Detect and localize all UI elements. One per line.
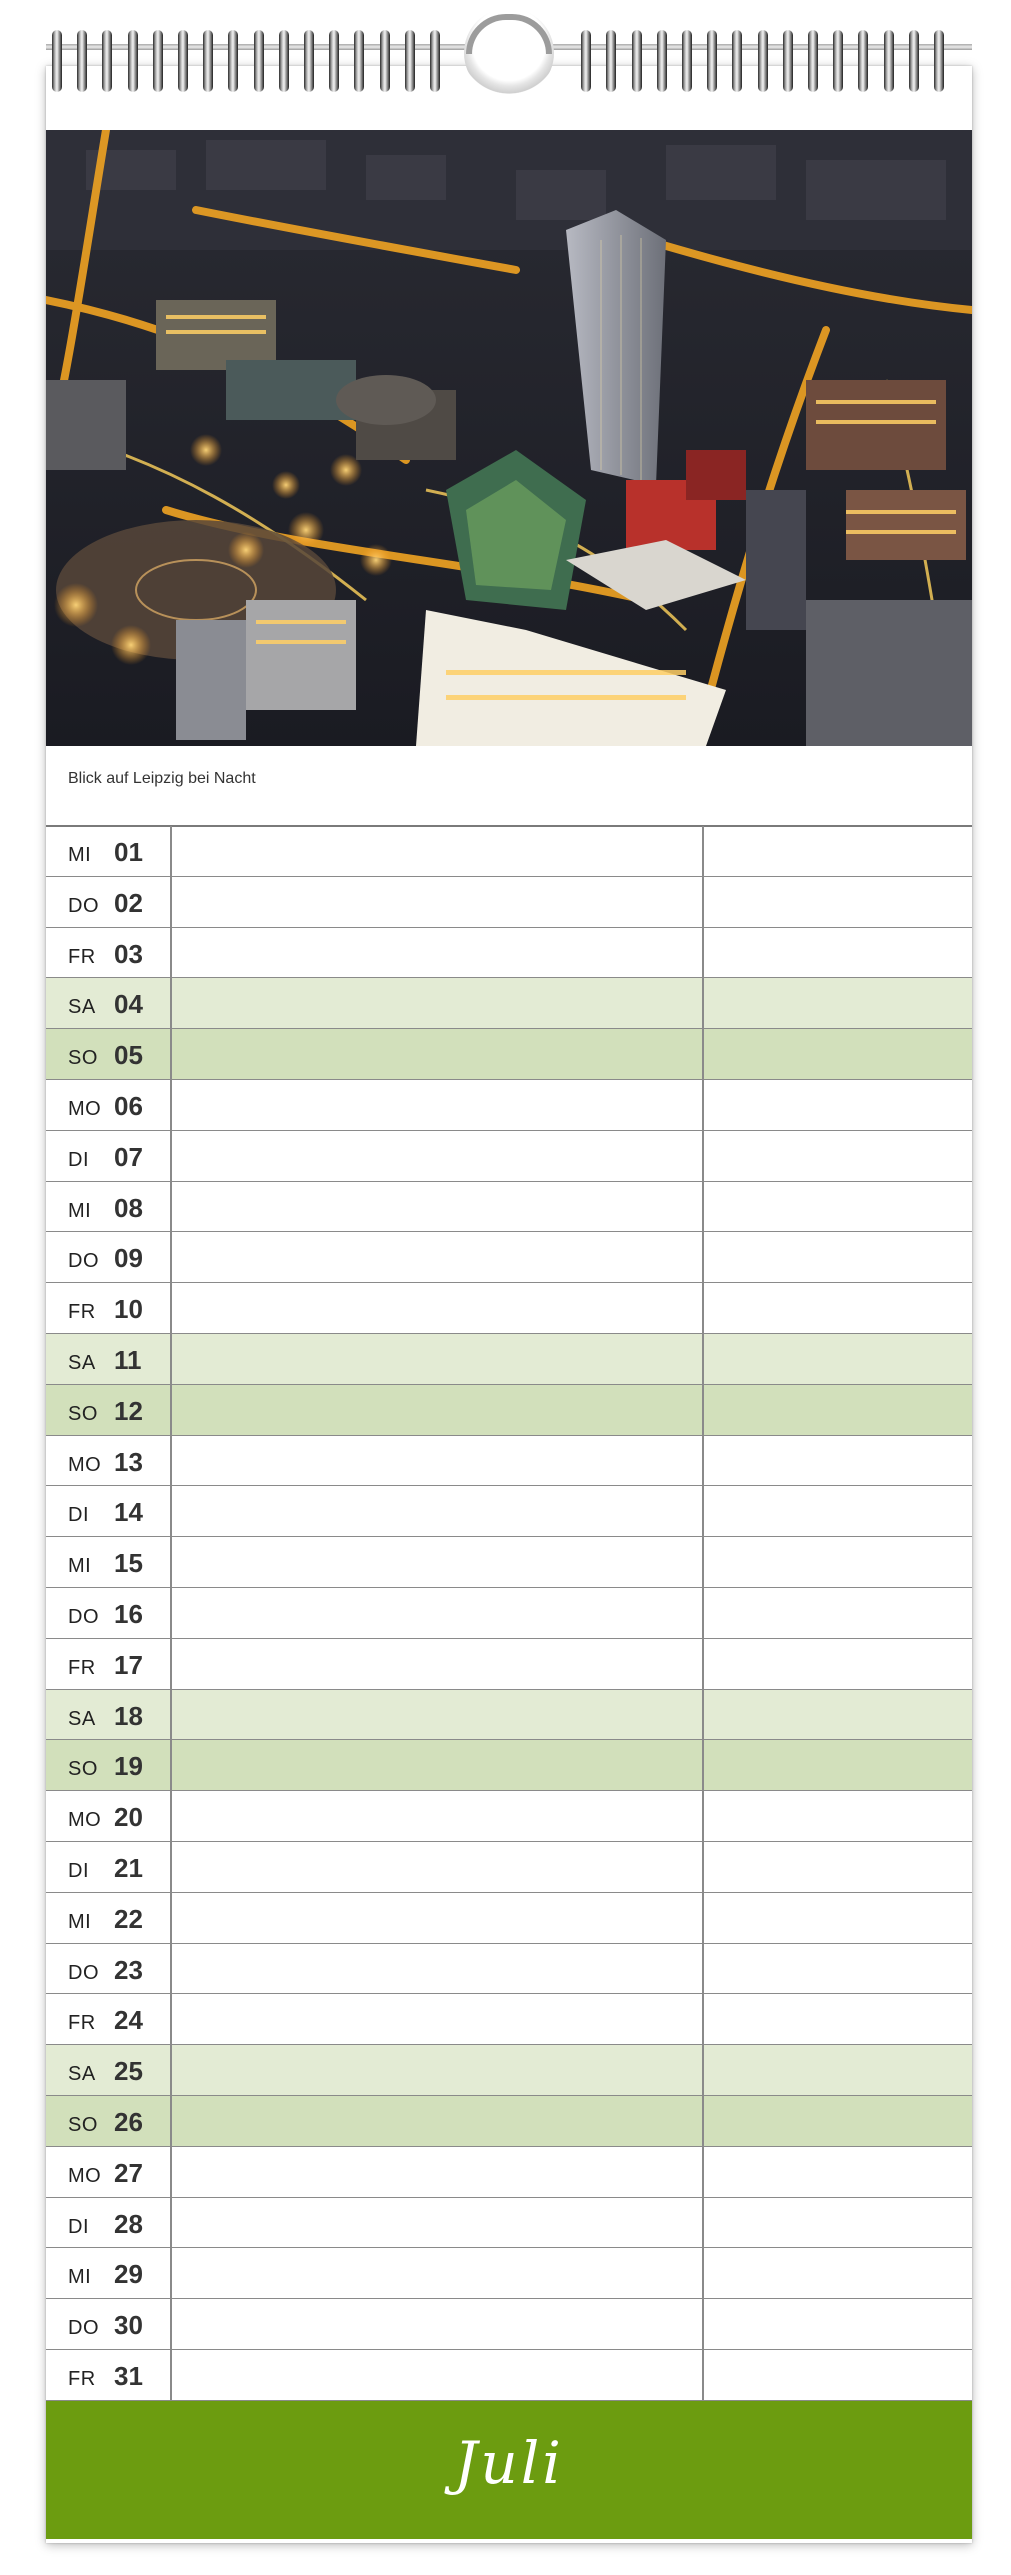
city-night-photo [46, 130, 972, 746]
column-divider [170, 1385, 172, 1435]
day-number: 15 [114, 1548, 143, 1579]
column-divider [170, 1740, 172, 1790]
binding-ring [632, 30, 642, 92]
column-divider [170, 1232, 172, 1282]
column-divider [702, 2350, 704, 2400]
column-divider [702, 1486, 704, 1536]
day-number: 29 [114, 2259, 143, 2290]
day-row [46, 1893, 972, 1944]
column-divider [702, 1334, 704, 1384]
day-number: 16 [114, 1598, 143, 1629]
binding-ring [153, 30, 163, 92]
binding-ring [128, 30, 138, 92]
column-divider [702, 1994, 704, 2044]
day-row [46, 1486, 972, 1537]
day-number: 19 [114, 1751, 143, 1782]
photo-caption: Blick auf Leipzig bei Nacht [68, 770, 256, 787]
weekday-label: DI [68, 2215, 89, 2238]
column-divider [702, 2198, 704, 2248]
day-number: 09 [114, 1243, 143, 1274]
column-divider [170, 1639, 172, 1689]
day-number: 20 [114, 1802, 143, 1833]
column-divider [170, 2147, 172, 2197]
binding-ring [102, 30, 112, 92]
day-number: 31 [114, 2360, 143, 2391]
column-divider [170, 1842, 172, 1892]
column-divider [702, 1639, 704, 1689]
binding-ring [934, 30, 944, 92]
binding-ring [808, 30, 818, 92]
day-number: 28 [114, 2208, 143, 2239]
day-number: 11 [114, 1344, 142, 1375]
spiral-binding [46, 0, 972, 110]
weekday-label: DO [68, 894, 99, 917]
day-number: 30 [114, 2310, 143, 2341]
column-divider [170, 978, 172, 1028]
day-row [46, 928, 972, 979]
weekday-label: DO [68, 1250, 99, 1273]
day-number: 27 [114, 2157, 143, 2188]
column-divider [170, 1334, 172, 1384]
day-number: 26 [114, 2106, 143, 2137]
column-divider [702, 1588, 704, 1638]
day-row [46, 1588, 972, 1639]
column-divider [702, 1029, 704, 1079]
column-divider [170, 2096, 172, 2146]
weekday-label: SO [68, 2113, 98, 2136]
day-row [46, 1690, 972, 1741]
binding-ring [304, 30, 314, 92]
day-row [46, 877, 972, 928]
day-number: 17 [114, 1649, 143, 1680]
day-row [46, 826, 972, 877]
column-divider [170, 1131, 172, 1181]
day-row [46, 1994, 972, 2045]
day-row [46, 1740, 972, 1791]
day-row [46, 1944, 972, 1995]
binding-ring [430, 30, 440, 92]
column-divider [702, 1182, 704, 1232]
binding-ring [178, 30, 188, 92]
column-divider [702, 877, 704, 927]
column-divider [702, 1893, 704, 1943]
column-divider [170, 1994, 172, 2044]
column-divider [170, 1791, 172, 1841]
column-divider [702, 1690, 704, 1740]
day-number: 24 [114, 2005, 143, 2036]
day-number: 05 [114, 1040, 143, 1071]
column-divider [702, 1283, 704, 1333]
column-divider [170, 1486, 172, 1536]
column-divider [170, 1283, 172, 1333]
binding-ring [203, 30, 213, 92]
weekday-label: MO [68, 1097, 102, 1120]
column-divider [702, 826, 704, 876]
binding-ring [732, 30, 742, 92]
column-divider [170, 1182, 172, 1232]
day-number: 22 [114, 1903, 143, 1934]
binding-ring [581, 30, 591, 92]
column-divider [702, 1436, 704, 1486]
binding-ring [52, 30, 62, 92]
day-number: 08 [114, 1192, 143, 1223]
binding-ring [884, 30, 894, 92]
column-divider [170, 1690, 172, 1740]
weekday-label: SO [68, 1758, 98, 1781]
day-row [46, 1436, 972, 1487]
day-number: 02 [114, 887, 143, 918]
weekday-label: DI [68, 1148, 89, 1171]
day-row [46, 1080, 972, 1131]
binding-ring [77, 30, 87, 92]
binding-ring [228, 30, 238, 92]
day-row [46, 2350, 972, 2401]
binding-ring [279, 30, 289, 92]
weekday-label: FR [68, 945, 96, 968]
column-divider [702, 1791, 704, 1841]
column-divider [702, 1740, 704, 1790]
column-divider [702, 2147, 704, 2197]
weekday-label: SA [68, 1351, 96, 1374]
weekday-label: FR [68, 1301, 96, 1324]
column-divider [170, 2248, 172, 2298]
column-divider [170, 2045, 172, 2095]
column-divider [702, 2299, 704, 2349]
day-row [46, 1791, 972, 1842]
binding-ring [657, 30, 667, 92]
column-divider [702, 1232, 704, 1282]
day-row [46, 2198, 972, 2249]
weekday-label: DO [68, 2317, 99, 2340]
weekday-label: MI [68, 844, 92, 866]
weekday-label: SA [68, 2063, 96, 2086]
day-number: 07 [114, 1141, 143, 1172]
weekday-label: MO [68, 1453, 102, 1476]
binding-ring [707, 30, 717, 92]
weekday-label: DO [68, 1961, 99, 1984]
column-divider [170, 1029, 172, 1079]
month-footer [46, 2401, 972, 2539]
column-divider [702, 2045, 704, 2095]
day-row [46, 1334, 972, 1385]
day-number: 04 [114, 989, 143, 1020]
day-number: 14 [114, 1497, 143, 1528]
weekday-label: SO [68, 1047, 98, 1070]
weekday-label: SA [68, 1707, 96, 1730]
weekday-label: FR [68, 1656, 96, 1679]
weekday-label: SA [68, 996, 96, 1019]
day-row [46, 1283, 972, 1334]
day-row [46, 1385, 972, 1436]
column-divider [170, 1537, 172, 1587]
column-divider [170, 1080, 172, 1130]
day-row [46, 1639, 972, 1690]
column-divider [170, 877, 172, 927]
binding-ring [354, 30, 364, 92]
binding-ring [606, 30, 616, 92]
binding-ring [329, 30, 339, 92]
column-divider [170, 2299, 172, 2349]
weekday-label: MI [68, 2266, 92, 2289]
day-table [46, 826, 972, 2401]
column-divider [170, 1893, 172, 1943]
day-number: 03 [114, 938, 143, 969]
day-row [46, 1842, 972, 1893]
binding-ring [758, 30, 768, 92]
column-divider [170, 1436, 172, 1486]
day-row [46, 2045, 972, 2096]
binding-ring [909, 30, 919, 92]
binding-ring [682, 30, 692, 92]
column-divider [170, 826, 172, 876]
weekday-label: FR [68, 2367, 96, 2390]
column-divider [702, 1842, 704, 1892]
binding-ring [833, 30, 843, 92]
day-row [46, 2248, 972, 2299]
column-divider [170, 1944, 172, 1994]
binding-ring [254, 30, 264, 92]
day-row [46, 2096, 972, 2147]
column-divider [702, 1080, 704, 1130]
weekday-label: MI [68, 1555, 92, 1578]
day-row [46, 978, 972, 1029]
column-divider [702, 978, 704, 1028]
city-night-illustration [46, 130, 972, 746]
weekday-label: MO [68, 2164, 102, 2187]
day-number: 25 [114, 2056, 143, 2087]
weekday-label: MO [68, 1809, 102, 1832]
binding-ring [380, 30, 390, 92]
day-number: 01 [114, 837, 143, 867]
column-divider [170, 1588, 172, 1638]
weekday-label: DI [68, 1859, 89, 1882]
day-number: 18 [114, 1700, 143, 1731]
column-divider [702, 2096, 704, 2146]
column-divider [702, 1944, 704, 1994]
column-divider [170, 2350, 172, 2400]
day-row [46, 1131, 972, 1182]
day-row [46, 1182, 972, 1233]
month-name: Juli [454, 2429, 564, 2497]
weekday-label: DI [68, 1504, 89, 1527]
weekday-label: SO [68, 1402, 98, 1425]
column-divider [702, 1537, 704, 1587]
weekday-label: DO [68, 1605, 99, 1628]
day-row [46, 1537, 972, 1588]
weekday-label: MI [68, 1199, 92, 1222]
day-number: 10 [114, 1294, 143, 1325]
day-number: 21 [114, 1852, 143, 1883]
column-divider [702, 1385, 704, 1435]
weekday-label: MI [68, 1910, 92, 1933]
column-divider [170, 2198, 172, 2248]
day-row [46, 1232, 972, 1283]
column-divider [702, 2248, 704, 2298]
binding-ring [858, 30, 868, 92]
day-row [46, 2147, 972, 2198]
day-number: 13 [114, 1446, 143, 1477]
column-divider [170, 928, 172, 978]
column-divider [702, 1131, 704, 1181]
day-number: 06 [114, 1090, 143, 1121]
day-number: 23 [114, 1954, 143, 1985]
column-divider [702, 928, 704, 978]
weekday-label: FR [68, 2012, 96, 2035]
binding-ring [783, 30, 793, 92]
binding-ring [405, 30, 415, 92]
day-row [46, 1029, 972, 1080]
day-row [46, 2299, 972, 2350]
day-number: 12 [114, 1395, 143, 1426]
